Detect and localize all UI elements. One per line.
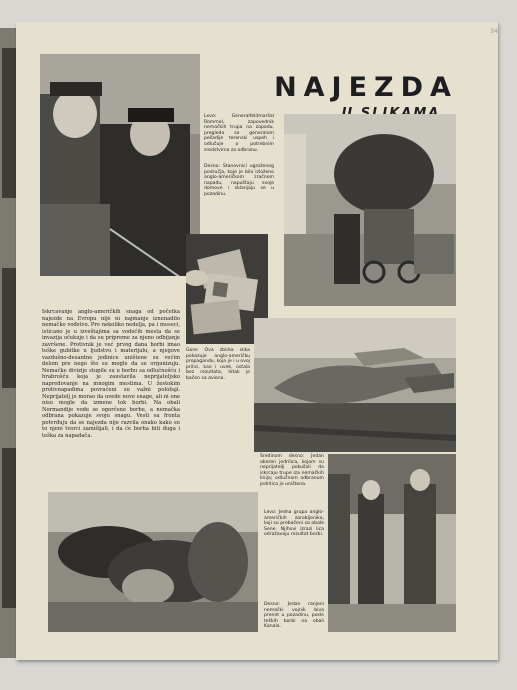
magazine-page — [16, 22, 498, 660]
photo-soldiers-field — [48, 492, 258, 632]
caption-middle: Gore: Ova zbirka slika pokazuje anglo-američku propagandu, koja je i u ovoj prilici, kao i uvek, ostala bez rezultata; letak je bačen sa aviona. — [186, 348, 250, 381]
corner-mark: 34 — [490, 28, 498, 35]
article-body: Iskrcavanje anglo-američkih snaga od početka najezde na Evropu nije ni najmanje iznenadilo nemačko vođstvo. Pre nekoliko nedelja, pa i meseci, isticano je u izveštajima sa vodećih mesta da se invazija očekuje i da su pripreme za njeno odbijanje završene. Protivnik je već prvog dana borbi imao teške gubitke u ljudstvu i materijalu, a njegove vazdušno-desantne jedinice uništene su većim delom pre nego što su mogle da se organizuju. Nemačke divizije stupile su u borbu sa odlučnošću i hrabrošću koja je zaustavila neprijateljsko napredovanje na mnogim mestima. U žestokim protivnapadima povraćeni su važni položaji. Neprijatelj je morao da uvede nove snage, ali ni one nisu mogle da izmene tok borbi. Na obali Normandije vode se ogorčene borbe, a nemačka odbrana pokazuje svoju snagu. Vesti sa fronta potvrđuju da se najezda nije razvila onako kako su to njeni tvorci zamišljali, i da će borba biti duga i teška za napadača. — [42, 309, 180, 439]
photo-refugees — [284, 114, 456, 306]
photo-glider-wreck — [254, 318, 456, 452]
caption-bottom-center: Sredinom desno: Jedan oboren jedrilica, kojom su neprijatelji pokušali da iskrcaju trupe iza nemačkih linija; odlučnom odbranom jedrilica je uništena. — [260, 454, 324, 487]
caption-left-top: Levo: Generalfeldmaršal Rommel, zapovednik nemačkih trupa na zapadu, pregleda sa generalom pešadije terenski uspeh i odlučuje o potrebnim sredstvima za odbranu. — [204, 114, 274, 153]
caption-bottom-left: Levo: Jedna grupa anglo-američkih zarobljenika, koji su prebačeni sa obale Sene. Njihovi izrazi lica odražavaju rezultat borbi. — [264, 510, 324, 538]
caption-bottom-right: Desno: Jedan ranjeni nemački vojnik biva prenet u pozadinu, posle teških borbi na obali Kanala. — [264, 602, 324, 630]
photo-officers — [40, 54, 200, 276]
caption-right-top: Desno: Stanovnici ugroženog područja, koje je bilo izloženo anglo-američkom zračnom napadu, napuštaju svoje domove i sklanjaju se u pozadinu. — [204, 164, 274, 197]
page-title: NAJEZDA — [274, 72, 458, 103]
photo-prisoners — [328, 454, 456, 632]
